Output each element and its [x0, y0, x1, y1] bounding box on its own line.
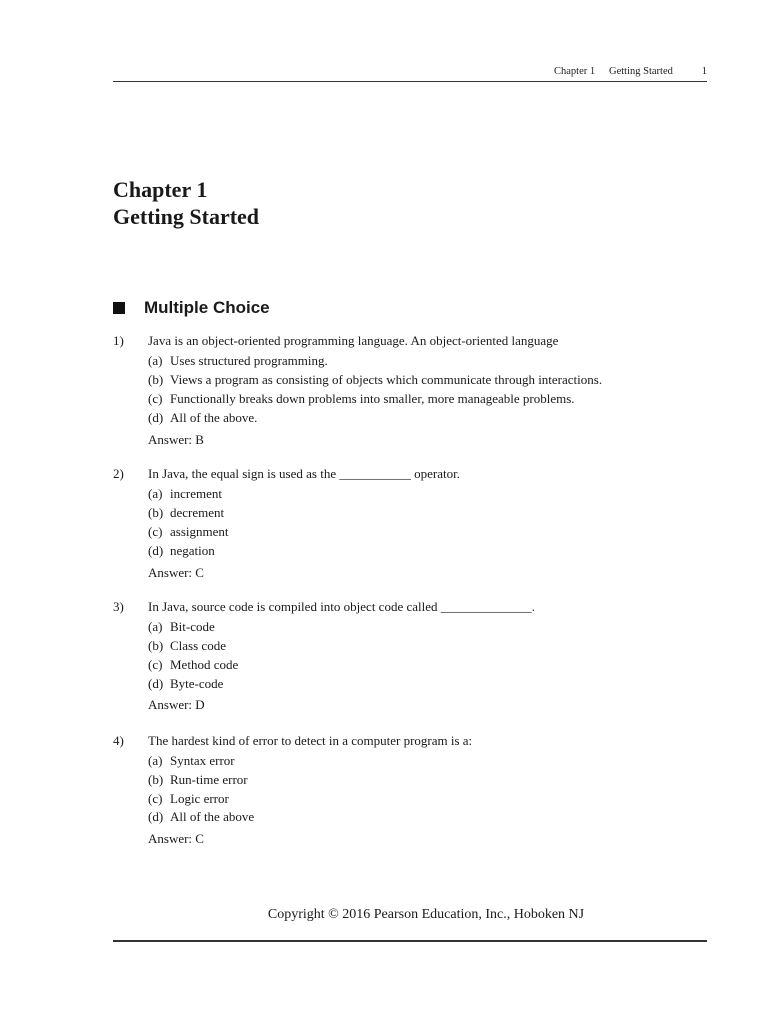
- option-c: [148, 391, 575, 407]
- option-b: [148, 505, 224, 521]
- option-c: [148, 791, 229, 807]
- option-letter: (b): [148, 505, 164, 520]
- option-text: All of the above: [170, 809, 255, 824]
- header-chapter: Chapter 1: [554, 66, 596, 77]
- option-b: [148, 772, 248, 788]
- section-heading: [113, 298, 270, 318]
- option-letter: (b): [148, 638, 164, 653]
- option-text: All of the above.: [170, 410, 258, 425]
- option-letter: (a): [148, 619, 163, 634]
- option-letter: (d): [148, 809, 164, 824]
- chapter-name: Getting Started: [113, 204, 260, 229]
- square-bullet-icon: [113, 302, 125, 314]
- option-text: Uses structured programming.: [170, 353, 328, 368]
- option-text: Logic error: [170, 791, 229, 806]
- chapter-number: Chapter 1: [113, 177, 208, 202]
- answer: Answer: D: [148, 697, 205, 712]
- option-a: [148, 486, 222, 502]
- option-text: Run-time error: [170, 772, 248, 787]
- option-text: decrement: [170, 505, 225, 520]
- option-letter: (d): [148, 543, 164, 558]
- option-text: negation: [170, 543, 215, 558]
- option-text: Bit-code: [170, 619, 215, 634]
- option-text: increment: [170, 486, 222, 501]
- option-text: Functionally breaks down problems into smaller, more manageable problems.: [170, 391, 575, 406]
- option-letter: (c): [148, 524, 163, 539]
- option-letter: (c): [148, 657, 163, 672]
- option-letter: (c): [148, 391, 163, 406]
- copyright-text: Copyright © 2016 Pearson Education, Inc., Hoboken NJ: [267, 907, 585, 922]
- answer: Answer: C: [148, 831, 204, 846]
- chapter-title: [113, 176, 259, 230]
- option-letter: (a): [148, 486, 163, 501]
- option-a: [148, 619, 215, 635]
- question-stem: Java is an object-oriented programming language. An object-oriented language: [148, 333, 559, 348]
- option-c: [148, 524, 229, 540]
- question-number: 1): [113, 333, 124, 348]
- answer: Answer: C: [148, 565, 204, 580]
- header-page-number: 1: [701, 66, 707, 77]
- question-number: 4): [113, 733, 124, 748]
- option-d: [148, 809, 254, 825]
- option-letter: (a): [148, 753, 163, 768]
- option-d: [148, 676, 223, 692]
- option-letter: (d): [148, 410, 164, 425]
- option-a: [148, 753, 235, 769]
- option-text: Method code: [170, 657, 239, 672]
- question-stem: The hardest kind of error to detect in a computer program is a:: [148, 733, 473, 748]
- question-number: 2): [113, 466, 124, 481]
- option-d: [148, 410, 257, 426]
- option-a: [148, 353, 328, 369]
- option-text: assignment: [170, 524, 229, 539]
- question-number: 3): [113, 599, 124, 614]
- page-footer: [113, 907, 707, 942]
- option-letter: (b): [148, 372, 164, 387]
- option-d: [148, 543, 215, 559]
- option-letter: (a): [148, 353, 163, 368]
- option-b: [148, 372, 602, 388]
- option-text: Class code: [170, 638, 226, 653]
- option-letter: (d): [148, 676, 164, 691]
- option-text: Byte-code: [170, 676, 224, 691]
- option-text: Syntax error: [170, 753, 235, 768]
- running-header: [113, 66, 707, 82]
- option-b: [148, 638, 226, 654]
- question-stem: In Java, the equal sign is used as the ___________ operator.: [148, 466, 460, 481]
- option-text: Views a program as consisting of objects which communicate through interactions.: [170, 372, 603, 387]
- option-letter: (c): [148, 791, 163, 806]
- section-heading-text: Multiple Choice: [144, 298, 270, 317]
- header-section: Getting Started: [609, 66, 673, 77]
- question-stem: In Java, source code is compiled into object code called ______________.: [148, 599, 536, 614]
- answer: Answer: B: [148, 432, 204, 447]
- option-letter: (b): [148, 772, 164, 787]
- option-c: [148, 657, 238, 673]
